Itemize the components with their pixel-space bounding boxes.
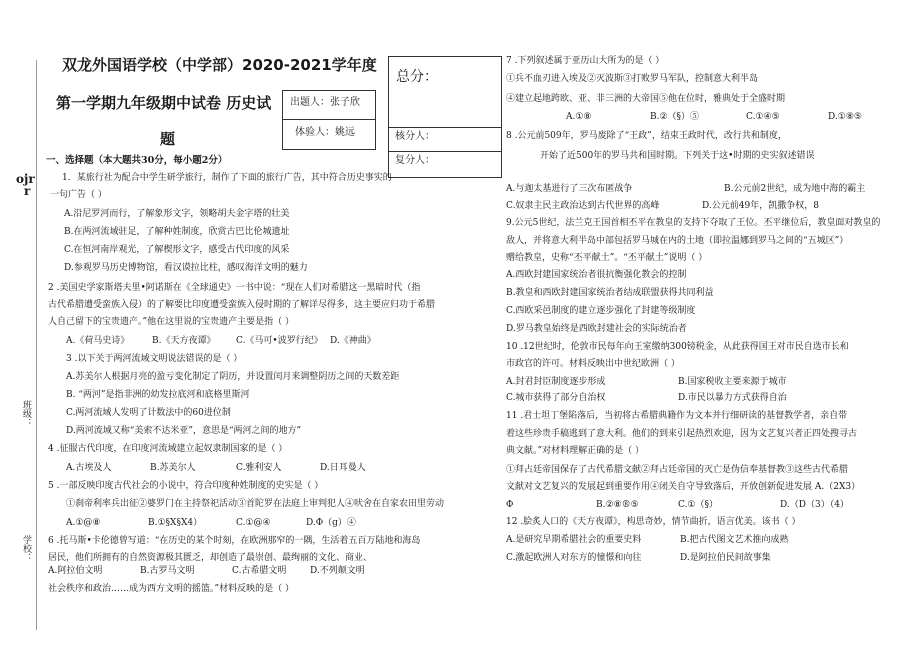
binding-line <box>36 60 37 630</box>
q7-option-c: C.①④⑤ <box>746 112 780 122</box>
class-field-label: 班级： <box>21 400 31 427</box>
q10-line-2: 市政官的许可。材料反映出中世纪欧洲（ ） <box>506 359 680 369</box>
q2-option-c: C.《马可•波罗行纪》 <box>236 336 323 346</box>
q8-option-d: D.公元前49年，凯撒争权，8 <box>702 201 819 211</box>
setter-label: 出题人：张子欣 <box>290 97 360 108</box>
q9-line-2: 敌人，并将意大利半岛中部包括罗马城在内的土地（即拉温娜到罗马之间的“五城区”） <box>506 236 849 246</box>
q1-option-a: A.沿尼罗河而行，了解象形文字，领略胡夫金字塔的壮美 <box>64 209 290 219</box>
q11-option-b: B.②⑧®⑤ <box>596 500 639 510</box>
q12-option-b: B.把古代图文艺术推向成熟 <box>680 535 789 545</box>
reviewer-label: 体验人：姚远 <box>295 127 355 138</box>
rechecker-label: 复分人： <box>395 155 435 166</box>
q2-option-b: B.《天方夜谭》 <box>152 336 216 346</box>
q1-option-d: D.参观罗马历史博物馆，看汉谟拉比柱，感叹海洋文明的魅力 <box>64 263 308 273</box>
q10-option-d: D.市民以暴力方式获得自治 <box>678 393 787 403</box>
q7-option-b: B.②（§）⑤ <box>650 112 700 122</box>
q8-line-1: 8 .公元前509年，罗马废除了“王政”，结束王政时代，改行共和制度， <box>506 131 787 141</box>
q6-line-1: 6 .托马斯•卡伦德曾写道：“在历史的某个时刻，在欧洲那窄的一隅，生活着五百万陆地和海岛 <box>48 536 421 546</box>
q9-option-a: A.西欧封建国家统治者很抗衡强化教会的控制 <box>506 270 687 280</box>
q3-option-a: A.苏美尔人根据月亮的盈亏变化制定了阴历，并设置闰月来调整阴历之间的天数差距 <box>66 372 400 382</box>
q9-line-3: 赠给教皇，史称“丕平献土”。“丕平献土”说明（ ） <box>506 253 708 263</box>
q2-line-1: 2 .美国史学家斯塔夫里•阿诺斯在《全球通史》一书中说：“现在人们对希腊这一黑暗时代（指 <box>48 283 421 293</box>
q3-stem: 3 .以下关于两河流域文明说法错误的是（ ） <box>66 354 243 364</box>
q12-stem: 12 .脍炙人口的《天方夜谭》，构思奇妙，情节曲折，语言优美。该书（ ） <box>506 517 801 527</box>
checker-label: 核分人： <box>395 131 435 142</box>
q11-option-c: C.①（§） <box>678 500 718 510</box>
q12-option-d: D.是阿拉伯民间故事集 <box>680 553 771 563</box>
q9-option-c: C.西欧采邑制度的建立逐步强化了封建等级制度 <box>506 306 696 316</box>
title-line-3: 题 <box>160 130 176 148</box>
q10-option-a: A.封君封臣制度逐步形成 <box>506 377 606 387</box>
q6-line-2: 居民，他们所拥有的自然资源极其匮乏，却创造了最崇创、最绚丽的文化、商业、 <box>48 553 373 563</box>
q8-option-b: B.公元前2世纪，成为地中海的霸主 <box>724 184 866 194</box>
q9-option-b: B.教皇和西欧封建国家统治者结成联盟获得共同利益 <box>506 288 714 298</box>
margin-mark-2: r <box>24 184 31 198</box>
q11-line-1: 11 .君士坦丁堡陷落后，当初将古希腊典籍作为文本并行细研读的基督教学者，亲自带 <box>506 411 848 421</box>
q7-stem: 7 .下列叙述属于亚历山大所为的是（ ） <box>506 56 665 66</box>
q11-line-3: 典文献。”对材料理解正确的是（ ） <box>506 446 644 456</box>
q4-option-b: B.苏美尔人 <box>150 463 196 473</box>
margin-mark: ojr <box>16 172 35 186</box>
section-heading: 一、选择题（本大题共30分，每小题2分） <box>46 155 228 166</box>
q8-line-2: 开始了近500年的罗马共和国时期。下列关于这•时期的史实叙述错误 <box>540 151 815 161</box>
q1-line-2: 一句广告（ ） <box>50 190 107 200</box>
q12-option-a: A.是研究早期希腊社会的重要史料 <box>506 535 642 545</box>
q10-option-c: C.城市获得了部分自治权 <box>506 393 606 403</box>
q6-option-d: D.不列颠文明 <box>310 566 365 576</box>
q4-option-a: A.古埃及人 <box>66 463 112 473</box>
q10-line-1: 10 .12世纪时，伦敦市民每年向王室缴纳300镑税金，从此获得国王对市民自选市长和 <box>506 342 849 352</box>
q9-option-d: D.罗马教皇始终是西欧封建社会的实际统治者 <box>506 324 687 334</box>
q6-option-b: B.古罗马文明 <box>140 566 195 576</box>
q4-stem: 4 .征服古代印度，在印度河流域建立起奴隶制国家的是（ ） <box>48 444 288 454</box>
title-line-1: 双龙外国语学校（中学部）2020-2021学年度 <box>62 56 377 74</box>
q5-stem: 5 .一部反映印度古代社会的小说中，符合印度种姓制度的史实是（ ） <box>48 481 324 491</box>
q5-option-d: D.Φ（g）④ <box>306 518 356 528</box>
q2-line-2: 古代希腊遭受蛮族入侵）的了解要比印度遭受蛮族入侵时期的了解详尽得多，这主要应归功于希腊 <box>48 300 436 310</box>
q7-option-d: D.①⑧⑤ <box>828 112 862 122</box>
total-score-label: 总分： <box>396 69 438 85</box>
q2-option-a: A.《荷马史诗》 <box>66 336 130 346</box>
q11-items-2: 文献对文艺复兴的发展起到重要作用④闭关自守导致落后，开放创新促进发展 A.（2X3） <box>506 482 861 492</box>
q12-option-c: C.激起欧洲人对东方的憧憬和向往 <box>506 553 642 563</box>
q6-line-3: 社会秩序和政治……成为西方文明的摇篮。”材料反映的是（ ） <box>48 584 294 594</box>
q11-items-1: ①拜占廷帝国保存了古代希腊文献②拜占廷帝国的灭亡是伪信奉基督教③这些古代希腊 <box>506 465 849 475</box>
q11-line-2: 着这些珍贵手稿逃到了意大利。他们的到来引起热烈欢迎，因为文艺复兴者正四处搜寻古 <box>506 429 858 439</box>
q2-option-d: D.《神曲》 <box>330 336 376 346</box>
q1-option-b: B.在两河流域驻足，了解种姓制度，欣赏古巴比伦城遗址 <box>64 227 290 237</box>
q5-option-a: A.①@⑧ <box>66 518 101 528</box>
q3-option-b: B. “两河”是指非洲的幼发拉底河和底格里斯河 <box>66 390 250 400</box>
q10-option-b: B.国家税收主要来源于城市 <box>678 377 787 387</box>
q4-option-c: C.雅利安人 <box>236 463 282 473</box>
q6-option-a: A.阿拉伯文明 <box>48 566 103 576</box>
q5-option-b: B.①§X§X4） <box>148 518 203 528</box>
q1-line-1: 1．某旅行社为配合中学生研学旅行，制作了下面的旅行广告，其中符合历史事实的 <box>62 173 392 183</box>
q7-option-a: A.①⑧ <box>566 112 592 122</box>
q1-option-c: C.在恒河南岸观光，了解楔形文字，感受古代印度的风采 <box>64 245 290 255</box>
q8-option-c: C.奴隶主民主政治达到古代世界的高峰 <box>506 201 660 211</box>
q3-option-c: C.两河流域人发明了计数法中的60进位制 <box>66 408 231 418</box>
q9-line-1: 9.公元5世纪，法兰克王国首相丕平在教皇的支持下夺取了王位。丕平继位后，教皇面对教皇的 <box>506 218 881 228</box>
q6-option-c: C.古希腊文明 <box>232 566 287 576</box>
q2-line-3: 人自己留下的宝贵遗产。”他在这里说的宝贵遗产主要是指（ ） <box>48 317 294 327</box>
title-line-2: 第一学期九年级期中试卷 历史试 <box>56 94 272 112</box>
q7-items-2: ④建立起地跨欧、亚、非三洲的大帝国⑤他在位时，雅典处于全盛时期 <box>506 94 786 104</box>
q3-option-d: D.两河流域又称“美索不达米亚”，意思是“两河之间的地方” <box>66 426 302 436</box>
q11-option-a: Φ <box>506 500 514 510</box>
q7-items-1: ①兵不血刃进入埃及②灭波斯③打败罗马军队，控制意大利半岛 <box>506 74 759 84</box>
q5-items: ①刹帝利率兵出征②婆罗门在主持祭祀活动③首陀罗在法庭上审判犯人④吠舍在自家农田里劳动 <box>66 499 445 509</box>
q4-option-d: D.日耳曼人 <box>320 463 366 473</box>
q5-option-c: C.①@④ <box>236 518 271 528</box>
q8-option-a: A.与迦太基进行了三次布匿战争 <box>506 184 633 194</box>
q11-option-d: D.（D（3）（4） <box>780 500 849 510</box>
school-field-label: 学校： <box>21 535 31 562</box>
